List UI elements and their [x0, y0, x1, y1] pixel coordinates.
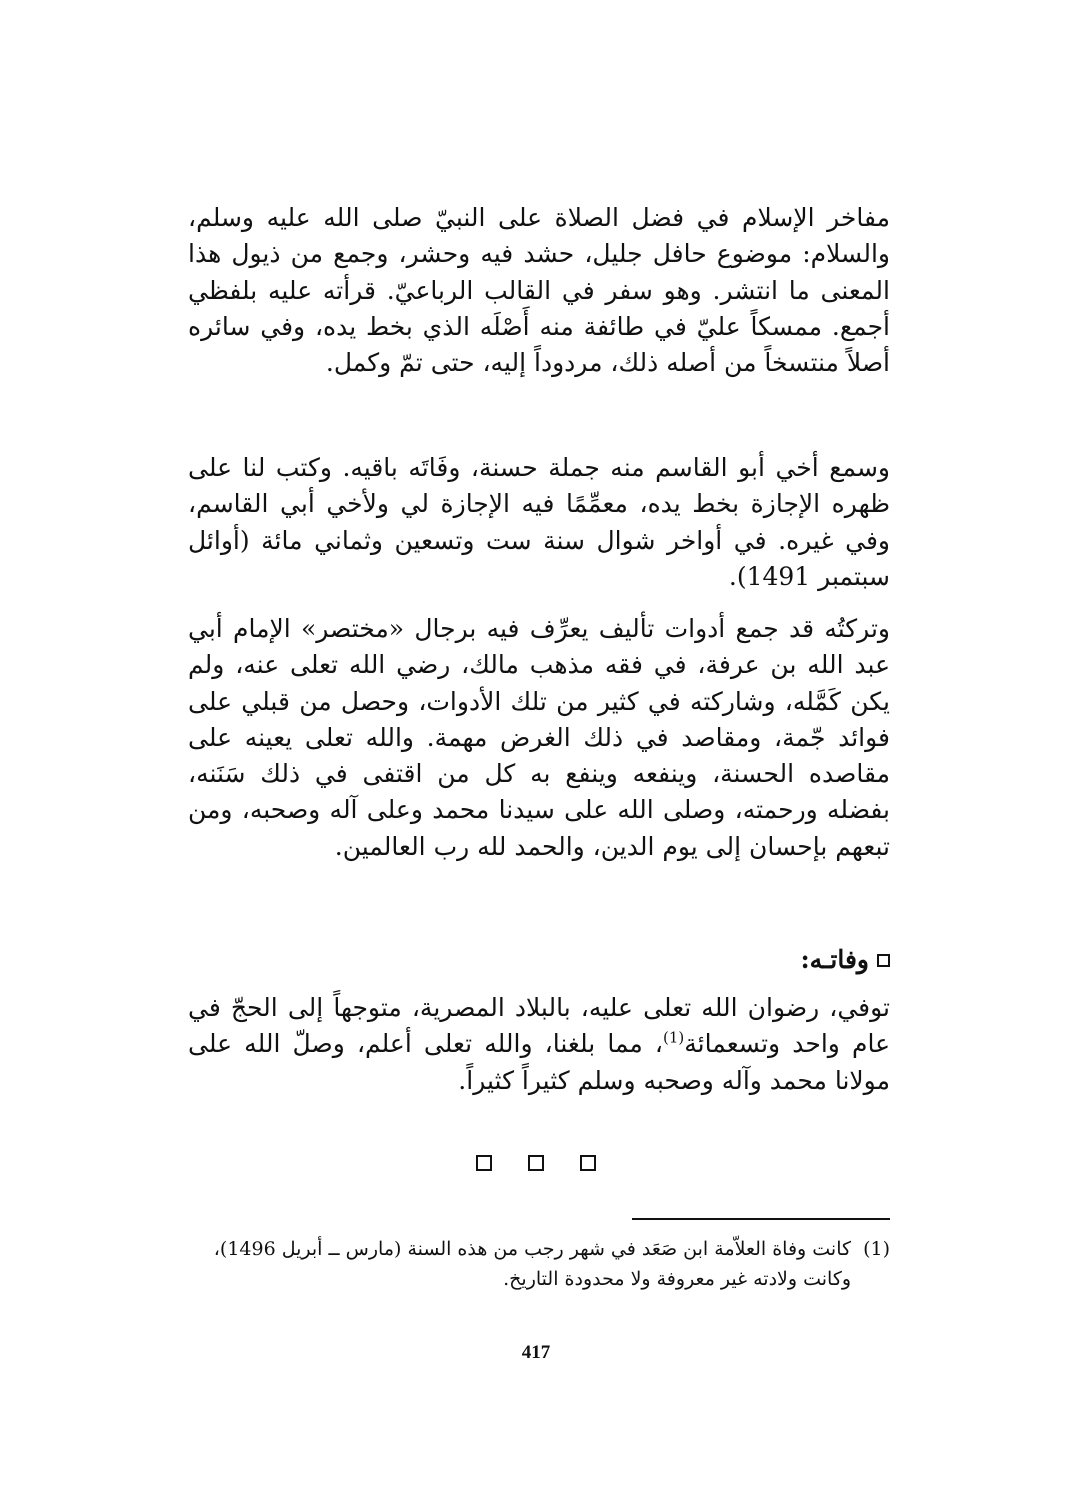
body-paragraph-2 — [188, 450, 890, 595]
square-ornament-icon — [476, 1155, 492, 1171]
footnote — [188, 1234, 890, 1295]
section-separator — [0, 1155, 1072, 1171]
footnote-mark: (1) — [863, 1238, 890, 1260]
body-paragraph-3 — [188, 611, 890, 865]
body-paragraph-1 — [188, 200, 890, 381]
footnote-text: كانت وفاة العلاّمة ابن صَعَد في شهر رجب من هذه السنة (مارس ــ أبريل 1496)، وكانت ولادته غير معروفة ولا محدودة التاريخ. — [213, 1238, 852, 1291]
section-heading-text: وفاتـه: — [800, 945, 869, 974]
paragraph-text: مفاخر الإسلام في فضل الصلاة على النبيّ صلى الله عليه وسلم، والسلام: موضوع حافل جليل، حشد فيه وحشر، وجمع من ذيول هذا المعنى ما انتشر. وهو سفر في القالب الرباعيّ. قرأته عليه بلفظي أجمع. ممسكاً عليّ في طائفة منه أَصْلَه الذي بخط يده، وفي سائره أصلاً منتسخاً من أصله ذلك، مردوداً إليه، حتى تمّ وكمل. — [188, 203, 890, 377]
death-paragraph — [188, 990, 890, 1099]
death-text-part-1: توفي، رضوان الله تعلى عليه، بالبلاد المصرية، متوجهاً إلى الحجّ في عام واحد وتسعمائة — [188, 993, 891, 1059]
square-bullet-icon — [877, 954, 890, 967]
page-number: 417 — [521, 1342, 551, 1363]
paragraph-text: وسمع أخي أبو القاسم منه جملة حسنة، وفَاتَه باقيه. وكتب لنا على ظهره الإجازة بخط يده، معمِّمًا فيه الإجازة لي ولأخي أبي القاسم، وفي غيره. في أواخر شوال سنة ست وتسعين وثماني مائة (أوائل سبتمبر 1491). — [188, 453, 890, 591]
death-text-part-2: ، مما بلغنا، والله تعلى أعلم، وصلّ الله على مولانا محمد وآله وصحبه وسلم كثيراً كثيراً. — [188, 1029, 890, 1095]
section-heading — [188, 942, 890, 978]
square-ornament-icon — [528, 1155, 544, 1171]
footnote-reference[interactable]: (1) — [663, 1028, 685, 1047]
square-ornament-icon — [580, 1155, 596, 1171]
footnote-divider — [632, 1218, 890, 1220]
paragraph-text — [188, 990, 890, 1099]
paragraph-text: وتركتُه قد جمع أدوات تأليف يعرِّف فيه برجال «مختصر» الإمام أبي عبد الله بن عرفة، في فقه مذهب مالك، رضي الله تعلى عنه، ولم يكن كَمَّله، وشاركته في كثير من تلك الأدوات، وحصل من قبلي على فوائد جّمة، ومقاصد في ذلك الغرض مهمة. والله تعلى يعينه على مقاصده الحسنة، وينفعه وينفع به كل من اقتفى في ذلك سَنَنه، بفضله ورحمته، وصلى الله على سيدنا محمد وعلى آله وصحبه، ومن تبعهم بإحسان إلى يوم الدين، والحمد لله رب العالمين. — [188, 614, 890, 861]
